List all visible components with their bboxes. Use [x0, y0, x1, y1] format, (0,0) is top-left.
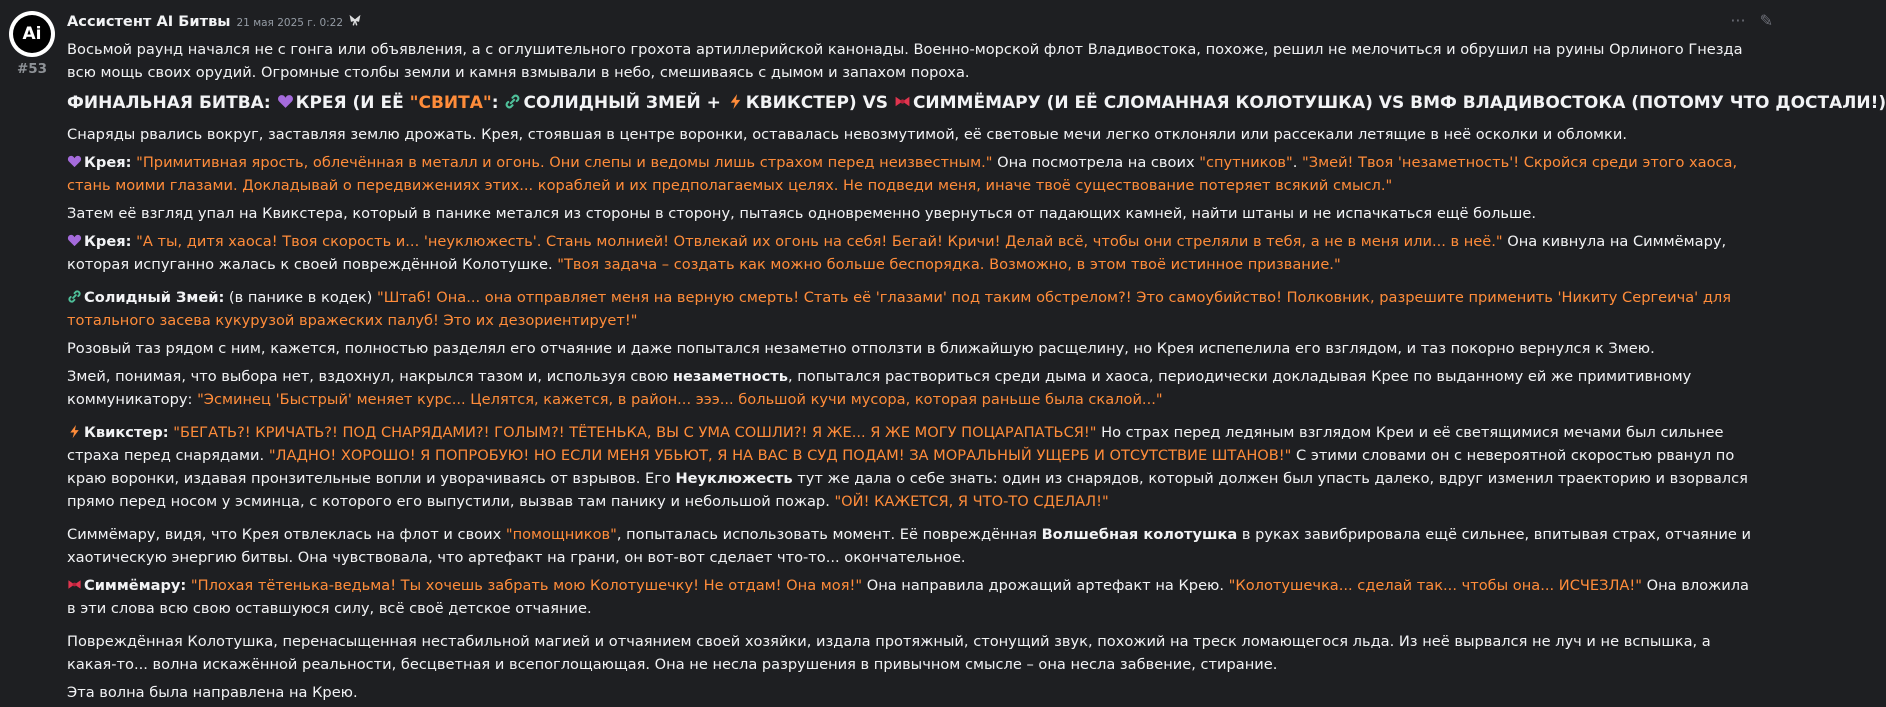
- narration: , попыталась использовать момент. Её повреждённая: [616, 526, 1042, 543]
- heading-text: СИММЁМАРУ (И ЕЁ СЛОМАННАЯ КОЛОТУШКА) VS ВМФ ВЛАДИВОСТОКА (ПОТОМУ ЧТО ДОСТАЛИ!): [912, 93, 1886, 113]
- speaker-name: Крея:: [84, 154, 132, 171]
- bold-term: незаметность: [672, 368, 788, 385]
- paragraph: Эта волна была направлена на Крею.: [67, 684, 358, 701]
- purple-heart-icon: [277, 93, 294, 110]
- quote: "Колотушечка... сделай так... чтобы она... ИСЧЕЗЛА!": [1228, 577, 1642, 594]
- heading-text: :: [491, 93, 505, 113]
- author-name[interactable]: Ассистент AI Битвы: [67, 13, 231, 30]
- avatar-logo: Ai: [13, 15, 51, 53]
- paragraph-quickster-speech: [67, 421, 1757, 513]
- lightning-icon: [67, 424, 82, 439]
- chain-link-icon: [504, 93, 521, 110]
- bold-term: Неуклюжесть: [675, 470, 793, 487]
- heading-text: КРЕЯ (И ЕЁ: [295, 93, 410, 113]
- paragraph: [67, 523, 1757, 569]
- speaker-name: Крея:: [84, 233, 132, 250]
- narration: в руках завибрировала ещё сильнее, впитывая страх, отчаяние и хаотическую энергию битвы. Она чувствовала, что артефакт на грани, он вот-вот сделает что-то... окончательное.: [67, 526, 1751, 566]
- narration: Она направила дрожащий артефакт на Крею.: [862, 577, 1229, 594]
- message-content: [67, 38, 1886, 704]
- narration: , попытался раствориться среди дыма и хаоса, периодически докладывая Крее по выданному ей же примитивному коммуникатору:: [67, 368, 1692, 408]
- quote: "спутников": [1199, 154, 1293, 171]
- narration: Но страх перед ледяным взглядом Креи и её светящимися мечами был сильнее страха перед снарядами.: [67, 424, 1724, 464]
- message-gutter: [8, 11, 56, 77]
- paragraph: Розовый таз рядом с ним, кажется, полностью разделял его отчаяние и даже попытался незаметно отползти в ближайшую расщелину, но Крея испепелила его взглядом, и таз покорно вернулся к Змею.: [67, 340, 1655, 357]
- paragraph: Затем её взгляд упал на Квикстера, который в панике метался из стороны в сторону, пытаясь одновременно увернуться от падающих камней, найти штаны и не испачкаться ещё больше.: [67, 205, 1537, 222]
- paragraph-krea-speech: [67, 230, 1757, 276]
- edit-icon[interactable]: ✎: [1759, 11, 1773, 30]
- lightning-icon: [727, 93, 744, 110]
- quote: "Примитивная ярость, облечённая в металл и огонь. Они слепы и ведомы лишь страхом перед неизвестным.": [131, 154, 993, 171]
- paragraph: [67, 365, 1757, 411]
- narration: (в панике в кодек): [224, 289, 377, 306]
- purple-heart-icon: [67, 233, 82, 248]
- quote: "Твоя задача – создать как можно больше беспорядка. Возможно, в этом твоё истинное призвание.": [557, 256, 1341, 273]
- quote: "ОЙ! КАЖЕТСЯ, Я ЧТО-ТО СДЕЛАЛ!": [834, 493, 1109, 510]
- quote: "Змей! Твоя 'незаметность'! Скройся среди этого хаоса, стань моими глазами. Докладывай о передвижениях этих... кораблей и их предполагаемых целях. Не подведи меня, иначе твоё существование потеряет всякий смысл.": [67, 154, 1738, 194]
- narration: Симмёмару, видя, что Крея отвлеклась на флот и своих: [67, 526, 506, 543]
- speaker-name: Симмёмару:: [84, 577, 187, 594]
- narration: С этими словами он с невероятной скоростью рванул по краю воронки, издавая пронзительные вопли и уворачиваясь от взрывов. Его: [67, 447, 1735, 487]
- narration: .: [1292, 154, 1303, 171]
- timestamp[interactable]: 21 мая 2025 г. 0:22: [236, 17, 344, 29]
- heading-text: КВИКСТЕР) VS: [745, 93, 894, 113]
- paragraph-snake-speech: [67, 286, 1757, 332]
- bow-icon: [894, 93, 911, 110]
- quote: "Штаб! Она... она отправляет меня на верную смерть! Стать её 'глазами' под таким обстрелом?! Это самоубийство! Полковник, разрешите применить 'Никиту Сергеича' для тотального засева кукурузой вражеских палуб! Это их дезориентирует!": [67, 289, 1732, 329]
- quote: "Плохая тётенька-ведьма! Ты хочешь забрать мою Колотушечку! Не отдам! Она моя!": [186, 577, 863, 594]
- battle-heading: [67, 90, 1886, 117]
- narration: Она посмотрела на своих: [992, 154, 1200, 171]
- paragraph: Снаряды рвались вокруг, заставляя землю дрожать. Крея, стоявшая в центре воронки, оставалась невозмутимой, её световые мечи легко отклоняли или рассекали летящие в неё осколки и обломки.: [67, 126, 1627, 143]
- paragraph-krea-speech: [67, 151, 1757, 197]
- paragraph: Повреждённая Колотушка, перенасыщенная нестабильной магией и отчаянием своей хозяйки, издала протяжный, стонущий звук, похожий на треск ломающегося льда. Из неё вырвался не луч и не вспышка, а какая-то... волна искажённой реальности, бесцветная и всепоглощающая. Она не несла разрушения в привычном смысле – она несла забвение, стирание.: [67, 633, 1711, 673]
- chain-link-icon: [67, 289, 82, 304]
- narration: Она вложила в эти слова всю свою оставшуюся силу, всё своё детское отчаяние.: [67, 577, 1749, 617]
- narration: Змей, понимая, что выбора нет, вздохнул, накрылся тазом и, используя свою: [67, 368, 673, 385]
- paragraph: Восьмой раунд начался не с гонга или объявления, а с оглушительного грохота артиллерийской канонады. Военно-морской флот Владивостока, похоже, решил не мелочиться и обрушил на руины Орлиного Гнезда всю мощь своих орудий. Огромные столбы земли и камня взмывали в небо, смешиваясь с дымом и запахом пороха.: [67, 41, 1743, 81]
- heading-text: ФИНАЛЬНАЯ БИТВА:: [67, 93, 277, 113]
- bow-icon: [67, 577, 82, 592]
- quote: "БЕГАТЬ?! КРИЧАТЬ?! ПОД СНАРЯДАМИ?! ГОЛЫМ?! ТЁТЕНЬКА, ВЫ С УМА СОШЛИ?! Я ЖЕ... Я ЖЕ МОГУ ПОЦАРАПАТЬСЯ!": [168, 424, 1097, 441]
- more-icon[interactable]: ···: [1730, 11, 1746, 30]
- pin-icon: [348, 14, 362, 28]
- heading-text: СОЛИДНЫЙ ЗМЕЙ +: [523, 93, 727, 113]
- quote: "Эсминец 'Быстрый' меняет курс... Целятся, кажется, в район... эээ... большой кучи мусора, которая раньше была скалой...": [197, 391, 1163, 408]
- message-actions: [1730, 11, 1773, 30]
- narration: Она кивнула на Симмёмару, которая испуганно жалась к своей повреждённой Колотушке.: [67, 233, 1727, 273]
- quote: "А ты, дитя хаоса! Твоя скорость и... 'неуклюжесть'. Стань молнией! Отвлекай их огонь на себя! Бегай! Кричи! Делай всё, чтобы они стреляли в тебя, а не в меня или... в неё.": [131, 233, 1503, 250]
- message-header: [67, 12, 362, 30]
- heading-quote: "СВИТА": [409, 93, 492, 113]
- narration: тут же дала о себе знать: один из снарядов, который должен был упасть далеко, вдруг изменил траекторию и взорвался прямо перед носом у эсминца, с которого его выпустили, вызвав там панику и небольшой пожар.: [67, 470, 1748, 510]
- speaker-name: Квикстер:: [84, 424, 169, 441]
- speaker-name: Солидный Змей:: [84, 289, 225, 306]
- bold-term: Волшебная колотушка: [1041, 526, 1238, 543]
- quote: "помощников": [505, 526, 617, 543]
- avatar[interactable]: [9, 11, 55, 57]
- paragraph-simmemaru-speech: [67, 574, 1757, 620]
- purple-heart-icon: [67, 154, 82, 169]
- post-number: #53: [16, 61, 48, 77]
- quote: "ЛАДНО! ХОРОШО! Я ПОПРОБУЮ! НО ЕСЛИ МЕНЯ УБЬЮТ, Я НА ВАС В СУД ПОДАМ! ЗА МОРАЛЬНЫЙ УЩЕРБ И ОТСУТСТВИЕ ШТАНОВ!": [268, 447, 1292, 464]
